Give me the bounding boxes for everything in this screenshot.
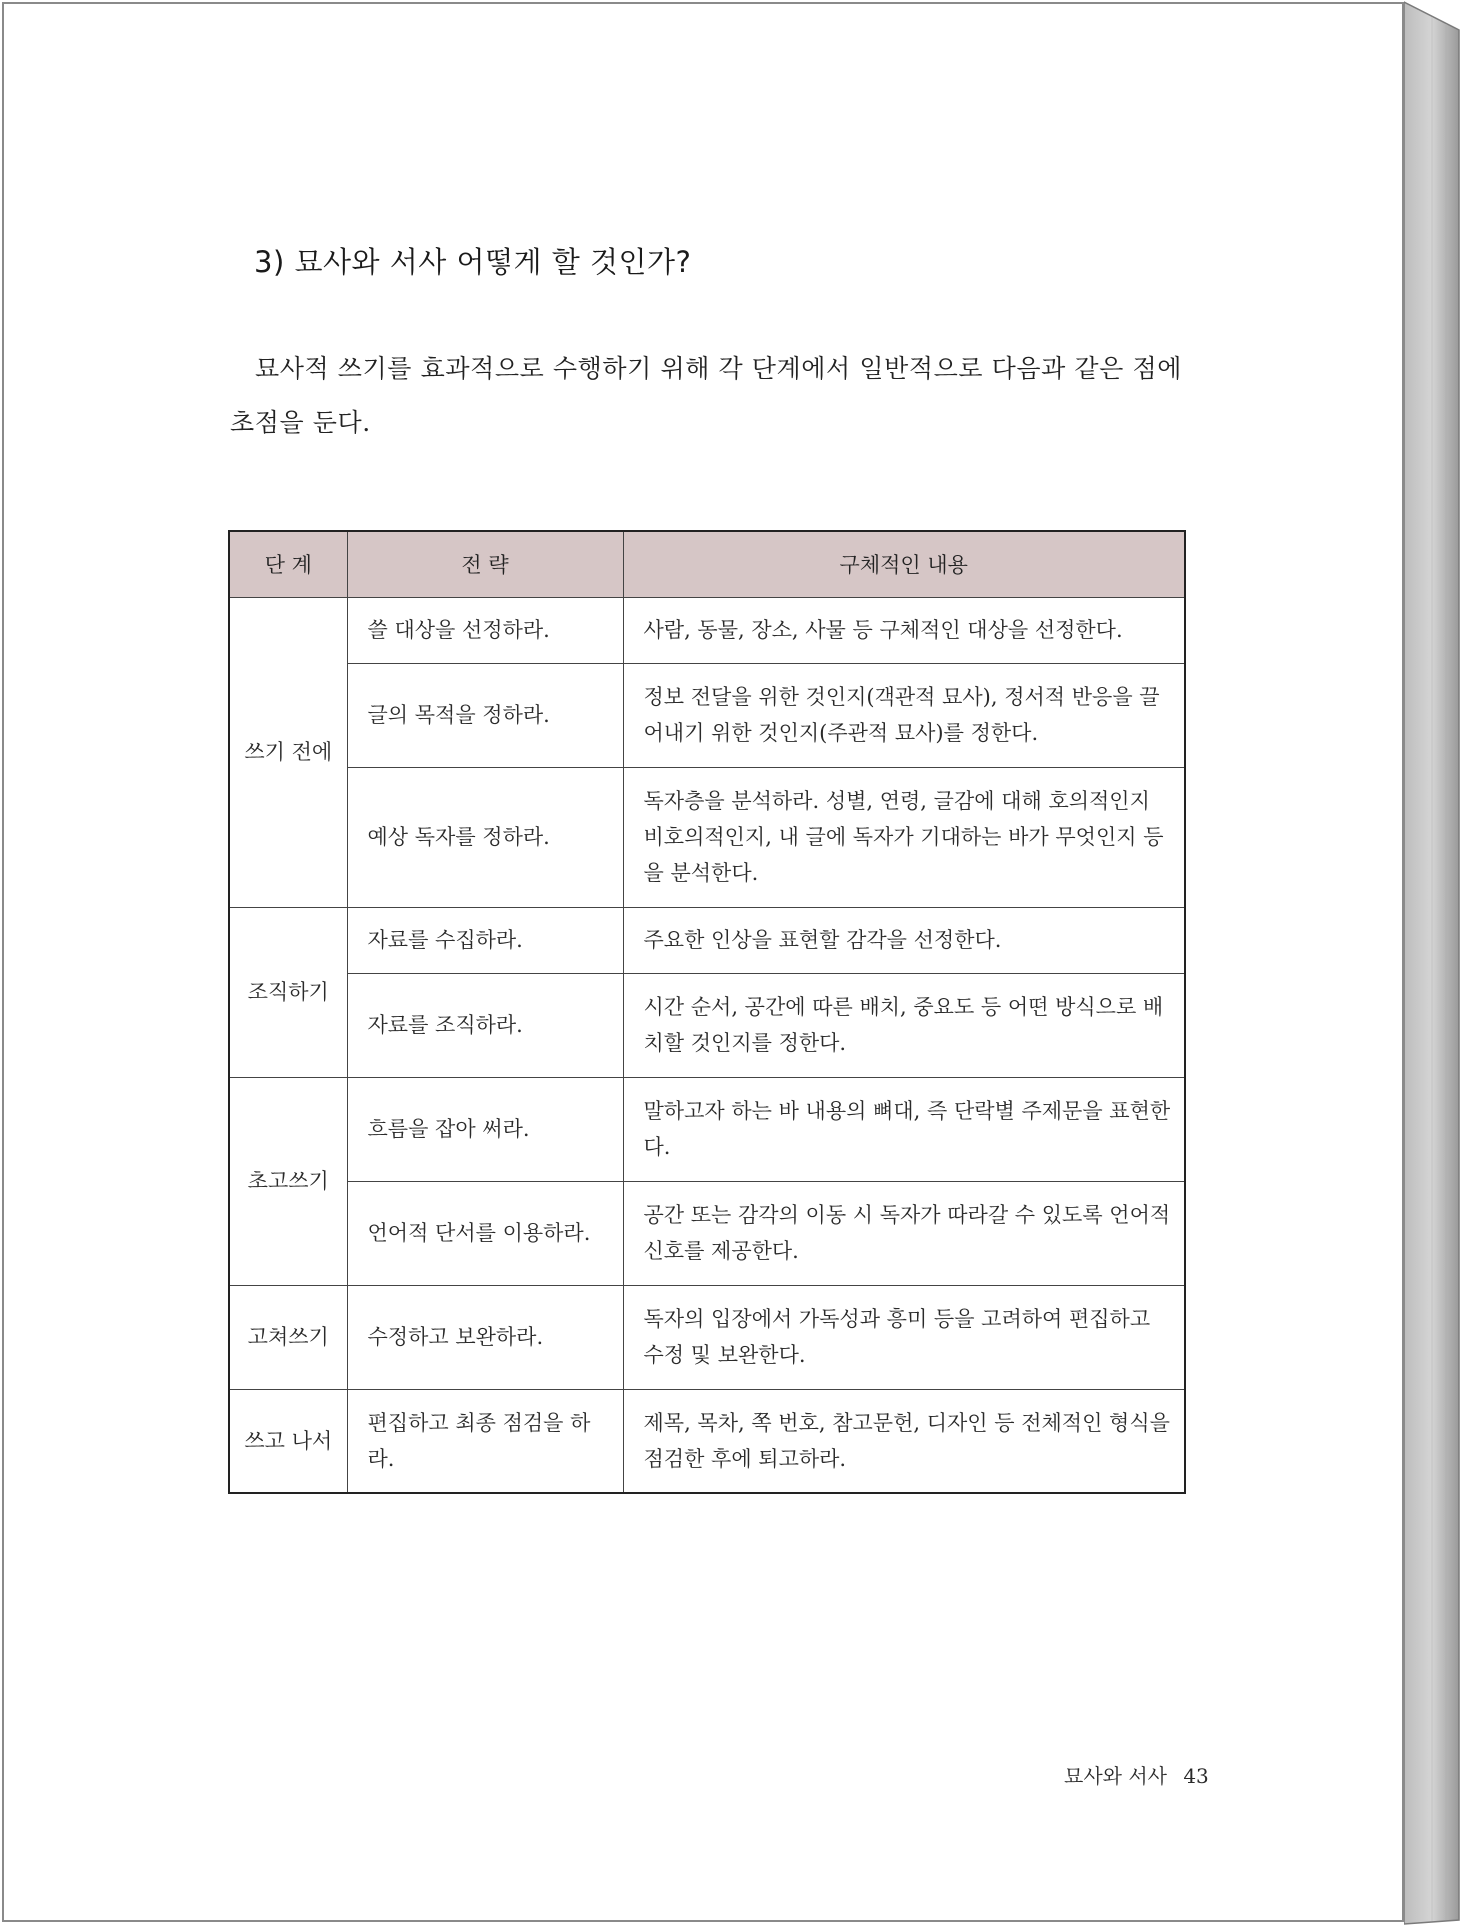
- table-row: [229, 973, 1185, 1077]
- strategy-cell: 글의 목적을 정하라.: [347, 663, 623, 767]
- strategy-cell: 언어적 단서를 이용하라.: [347, 1181, 623, 1285]
- page-footer: [1064, 1760, 1209, 1789]
- header-strategy: 전 략: [347, 531, 623, 597]
- strategy-cell: 흐름을 잡아 써라.: [347, 1077, 623, 1181]
- table-row: [229, 1181, 1185, 1285]
- stage-cell: 쓰기 전에: [229, 597, 347, 907]
- detail-cell: 독자의 입장에서 가독성과 흥미 등을 고려하여 편집하고 수정 및 보완한다.: [623, 1285, 1185, 1389]
- strategy-cell: 수정하고 보완하라.: [347, 1285, 623, 1389]
- stage-cell: 초고쓰기: [229, 1077, 347, 1285]
- table-row: [229, 1077, 1185, 1181]
- stage-cell: 고쳐쓰기: [229, 1285, 347, 1389]
- book-page-stack: [1404, 0, 1463, 1926]
- table-row: [229, 767, 1185, 907]
- detail-cell: 정보 전달을 위한 것인지(객관적 묘사), 정서적 반응을 끌어내기 위한 것인지(주관적 묘사)를 정한다.: [623, 663, 1185, 767]
- table-row: [229, 907, 1185, 973]
- detail-cell: 제목, 목차, 쪽 번호, 참고문헌, 디자인 등 전체적인 형식을 점검한 후에 퇴고하라.: [623, 1389, 1185, 1493]
- table-row: [229, 1389, 1185, 1493]
- strategy-cell: 쓸 대상을 선정하라.: [347, 597, 623, 663]
- detail-cell: 시간 순서, 공간에 따른 배치, 중요도 등 어떤 방식으로 배치할 것인지를 정한다.: [623, 973, 1185, 1077]
- strategy-cell: 예상 독자를 정하라.: [347, 767, 623, 907]
- page-stack-graphic: [1404, 0, 1463, 1926]
- section-title: 3) 묘사와 서사 어떻게 할 것인가?: [254, 245, 692, 279]
- strategy-cell: 자료를 조직하라.: [347, 973, 623, 1077]
- strategy-table: [228, 530, 1186, 1494]
- strategy-cell: 편집하고 최종 점검을 하라.: [347, 1389, 623, 1493]
- header-stage: 단 계: [229, 531, 347, 597]
- detail-cell: 공간 또는 감각의 이동 시 독자가 따라갈 수 있도록 언어적 신호를 제공한다.: [623, 1181, 1185, 1285]
- detail-cell: 사람, 동물, 장소, 사물 등 구체적인 대상을 선정한다.: [623, 597, 1185, 663]
- table-row: [229, 597, 1185, 663]
- table-row: [229, 663, 1185, 767]
- running-title: 묘사와 서사: [1064, 1764, 1167, 1788]
- detail-cell: 주요한 인상을 표현할 감각을 선정한다.: [623, 907, 1185, 973]
- detail-cell: 독자층을 분석하라. 성별, 연령, 글감에 대해 호의적인지 비호의적인지, 내 글에 독자가 기대하는 바가 무엇인지 등을 분석한다.: [623, 767, 1185, 907]
- detail-cell: 말하고자 하는 바 내용의 뼈대, 즉 단락별 주제문을 표현한다.: [623, 1077, 1185, 1181]
- table-header-row: [229, 531, 1185, 597]
- strategy-cell: 자료를 수집하라.: [347, 907, 623, 973]
- stage-cell: 조직하기: [229, 907, 347, 1077]
- table-row: [229, 1285, 1185, 1389]
- intro-paragraph: 묘사적 쓰기를 효과적으로 수행하기 위해 각 단계에서 일반적으로 다음과 같은 점에 초점을 둔다.: [230, 354, 1182, 437]
- book-page: [2, 2, 1404, 1922]
- stage-cell: 쓰고 나서: [229, 1389, 347, 1493]
- header-detail: 구체적인 내용: [623, 531, 1185, 597]
- page-number: 43: [1183, 1764, 1209, 1788]
